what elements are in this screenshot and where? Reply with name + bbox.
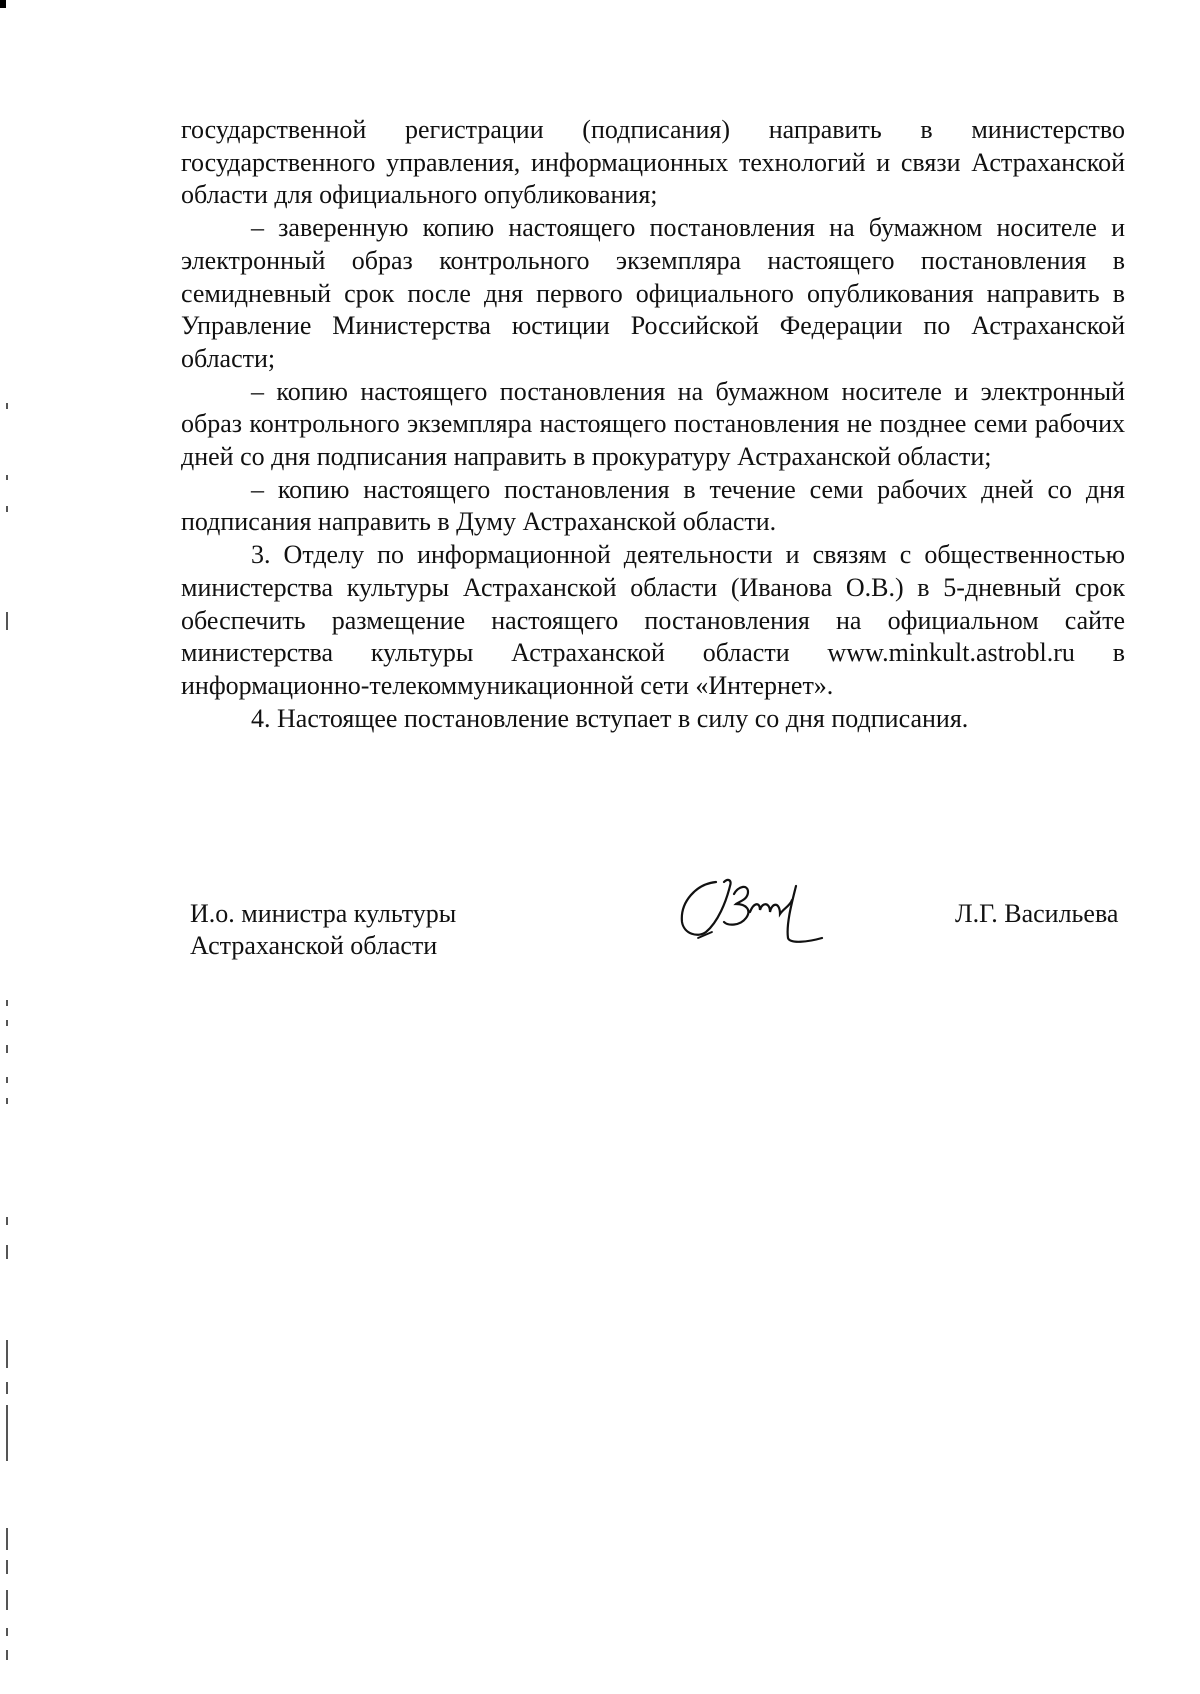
scan-edge-marks [0, 0, 20, 1694]
paragraph-duma: – копию настоящего постановления в течение семи рабочих дней со дня подписания направить в Думу Астраханской области. [181, 474, 1125, 537]
paragraph-prosecutor: – копию настоящего постановления на бумажном носителе и электронный образ контрольного экземпляра настоящего постановления не позднее семи рабочих дней со дня подписания направить в прокуратуру Астраханской области; [181, 376, 1125, 472]
paragraph-item-3: 3. Отделу по информационной деятельности и связям с общественностью министерства культуры Астраханской области (Иванова О.В.) в 5-дневный срок обеспечить размещение настоящего постановления на официальном сайте министерства культуры Астраханской области www.minkult.astrobl.ru в информационно-телекоммуникационной сети «Интернет». [181, 540, 1125, 700]
signatory-name: Л.Г. Васильева [955, 899, 1119, 928]
paragraph-justice-ministry: – заверенную копию настоящего постановления на бумажном носителе и электронный образ контрольного экземпляра настоящего постановления в семидневный срок после дня первого официального опубликования направить в Управление Министерства юстиции Российской Федерации по Астраханской области; [181, 213, 1125, 373]
signatory-position-line1: И.о. министра культуры [190, 899, 457, 928]
handwritten-signature [676, 872, 836, 962]
document-body [181, 114, 1125, 735]
paragraph-item-4: 4. Настоящее постановление вступает в силу со дня подписания. [251, 703, 969, 733]
signatory-position-line2: Астраханской области [190, 931, 438, 960]
signatory-position [190, 898, 456, 962]
paragraph-registration: государственной регистрации (подписания) направить в министерство государственного управления, информационных технологий и связи Астраханской области для официального опубликования; [181, 115, 1125, 210]
